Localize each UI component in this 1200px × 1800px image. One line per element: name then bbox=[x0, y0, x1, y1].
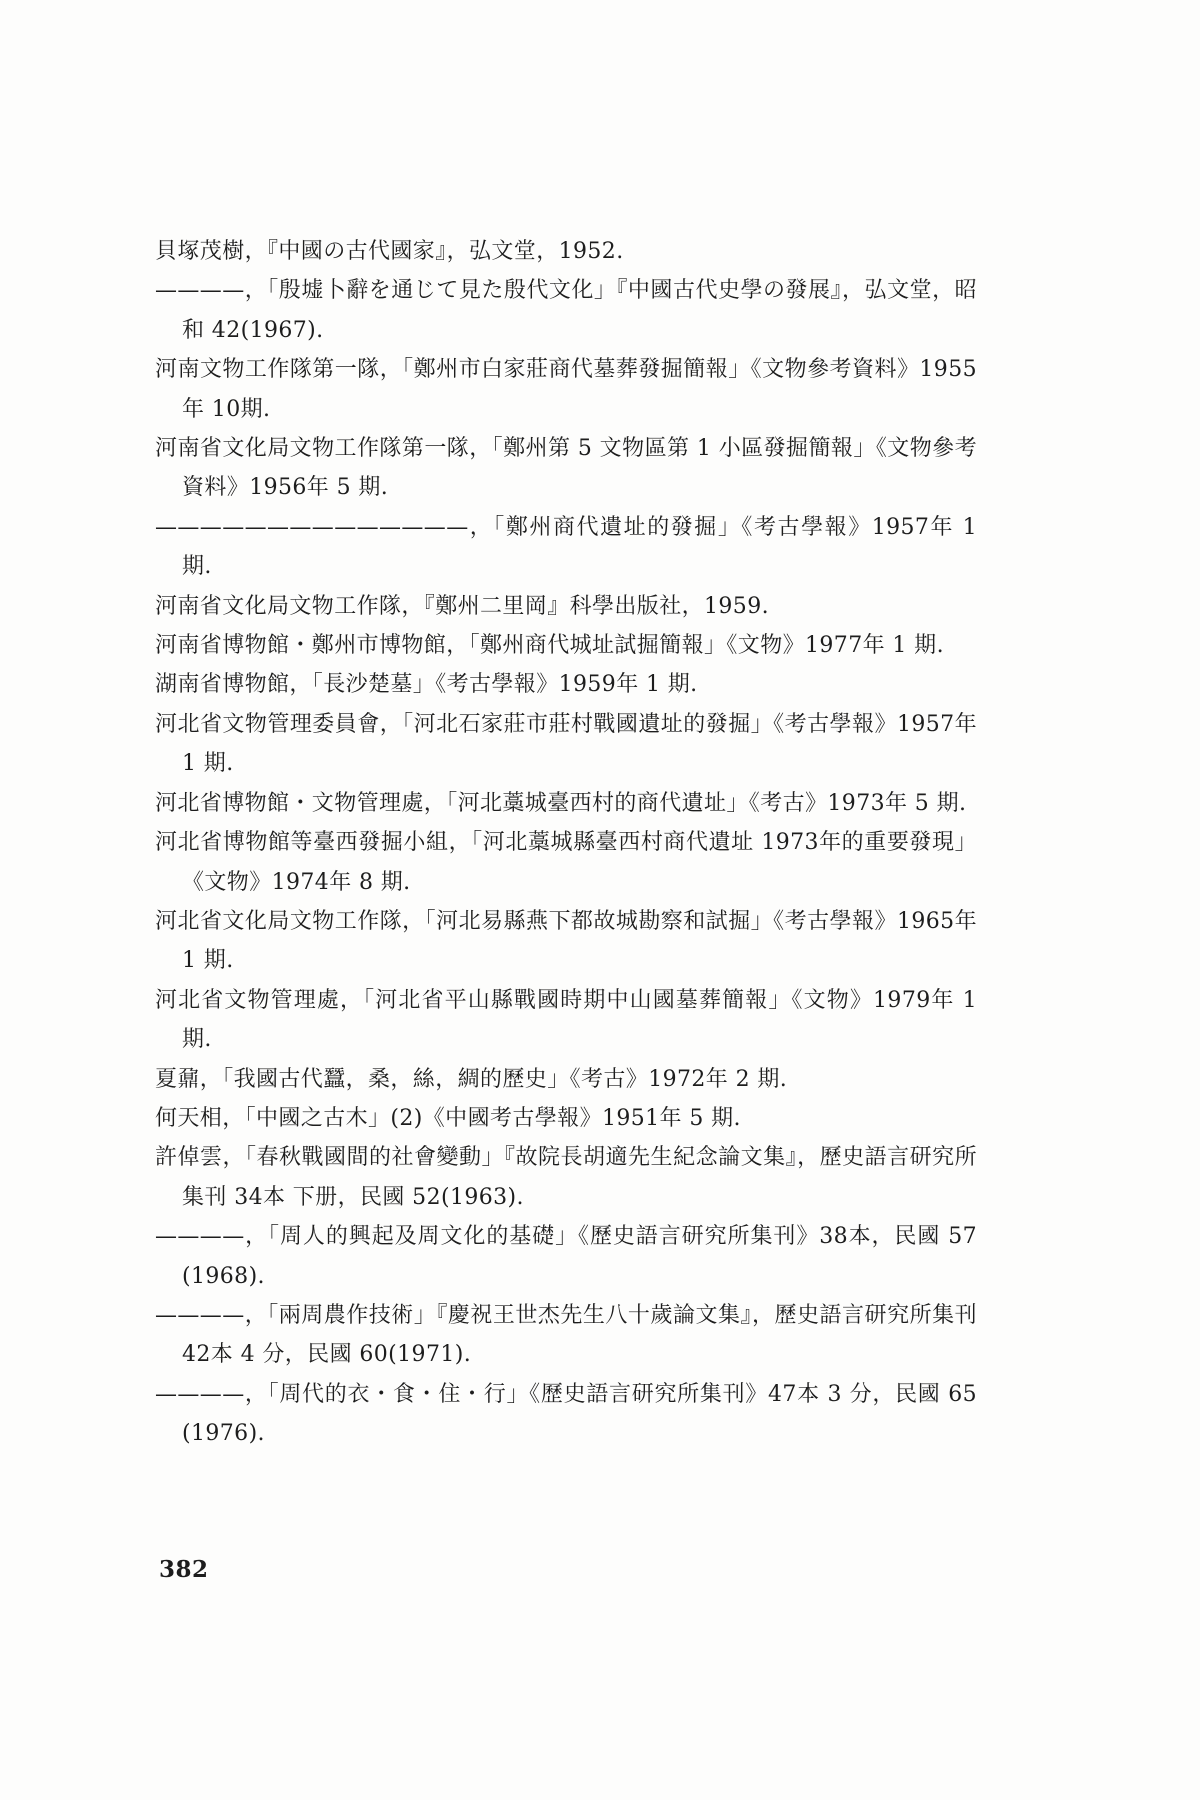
bibliography-entry: ————，「兩周農作技術」『慶祝王世杰先生八十歲論文集』，歷史語言研究所集刊 42本 4 分，民國 60(1971). bbox=[155, 1302, 977, 1368]
bibliography-entry: 河北省博物館・文物管理處，「河北藁城臺西村的商代遺址」《考古》1973年 5 期. bbox=[155, 790, 967, 816]
bibliography-entry: ————，「周代的衣・食・住・行」《歷史語言研究所集刊》47本 3 分，民國 65(1976). bbox=[155, 1381, 977, 1447]
bibliography-entry: ————，「殷墟卜辭を通じて見た殷代文化」『中國古代史學の發展』，弘文堂，昭和 42(1967). bbox=[155, 278, 977, 343]
bibliography-entry: ——————————————，「鄭州商代遺址的發掘」《考古學報》1957年 1 期. bbox=[155, 514, 977, 580]
bibliography-entry: 河北省文物管理處，「河北省平山縣戰國時期中山國墓葬簡報」《文物》1979年 1 期. bbox=[155, 987, 977, 1053]
bibliography-entry: 河北省文化局文物工作隊，「河北易縣燕下都故城勘察和試掘」《考古學報》1965年 1 期. bbox=[155, 908, 977, 974]
page-number: 382 bbox=[159, 1556, 209, 1583]
bibliography-entry: 許倬雲，「春秋戰國間的社會變動」『故院長胡適先生紀念論文集』，歷史語言研究所集刊 34本 下册，民國 52(1963). bbox=[155, 1145, 977, 1210]
bibliography-entry: 夏鼐，「我國古代蠶，桑，絲，綢的歷史」《考古》1972年 2 期. bbox=[155, 1066, 788, 1092]
bibliography-entry: 河北省博物館等臺西發掘小組，「河北藁城縣臺西村商代遺址 1973年的重要發現」《文物》1974年 8 期. bbox=[155, 830, 977, 895]
bibliography-entry: 何天相，「中國之古木」(2)《中國考古學報》1951年 5 期. bbox=[155, 1105, 741, 1131]
bibliography-entry: 貝塚茂樹，『中國の古代國家』，弘文堂，1952. bbox=[155, 239, 624, 264]
bibliography-entry: 河南省文化局文物工作隊第一隊，「鄭州第 5 文物區第 1 小區發掘簡報」《文物參考資料》1956年 5 期. bbox=[155, 436, 977, 501]
bibliography-entry: 河南文物工作隊第一隊，「鄭州市白家莊商代墓葬發掘簡報」《文物參考資料》1955年 10期. bbox=[155, 357, 977, 422]
bibliography-entry: 河北省文物管理委員會，「河北石家莊市莊村戰國遺址的發掘」《考古學報》1957年 1 期. bbox=[155, 711, 977, 777]
bibliography-list bbox=[155, 232, 977, 1454]
bibliography-entry: 河南省博物館・鄭州市博物館，「鄭州商代城址試掘簡報」《文物》1977年 1 期. bbox=[155, 633, 944, 659]
bibliography-entry: 河南省文化局文物工作隊，『鄭州二里岡』科學出版社，1959. bbox=[155, 593, 769, 619]
bibliography-entry: 湖南省博物館，「長沙楚墓」《考古學報》1959年 1 期. bbox=[155, 672, 698, 698]
bibliography-entry: ————，「周人的興起及周文化的基礎」《歷史語言研究所集刊》38本，民國 57(1968). bbox=[155, 1224, 977, 1289]
